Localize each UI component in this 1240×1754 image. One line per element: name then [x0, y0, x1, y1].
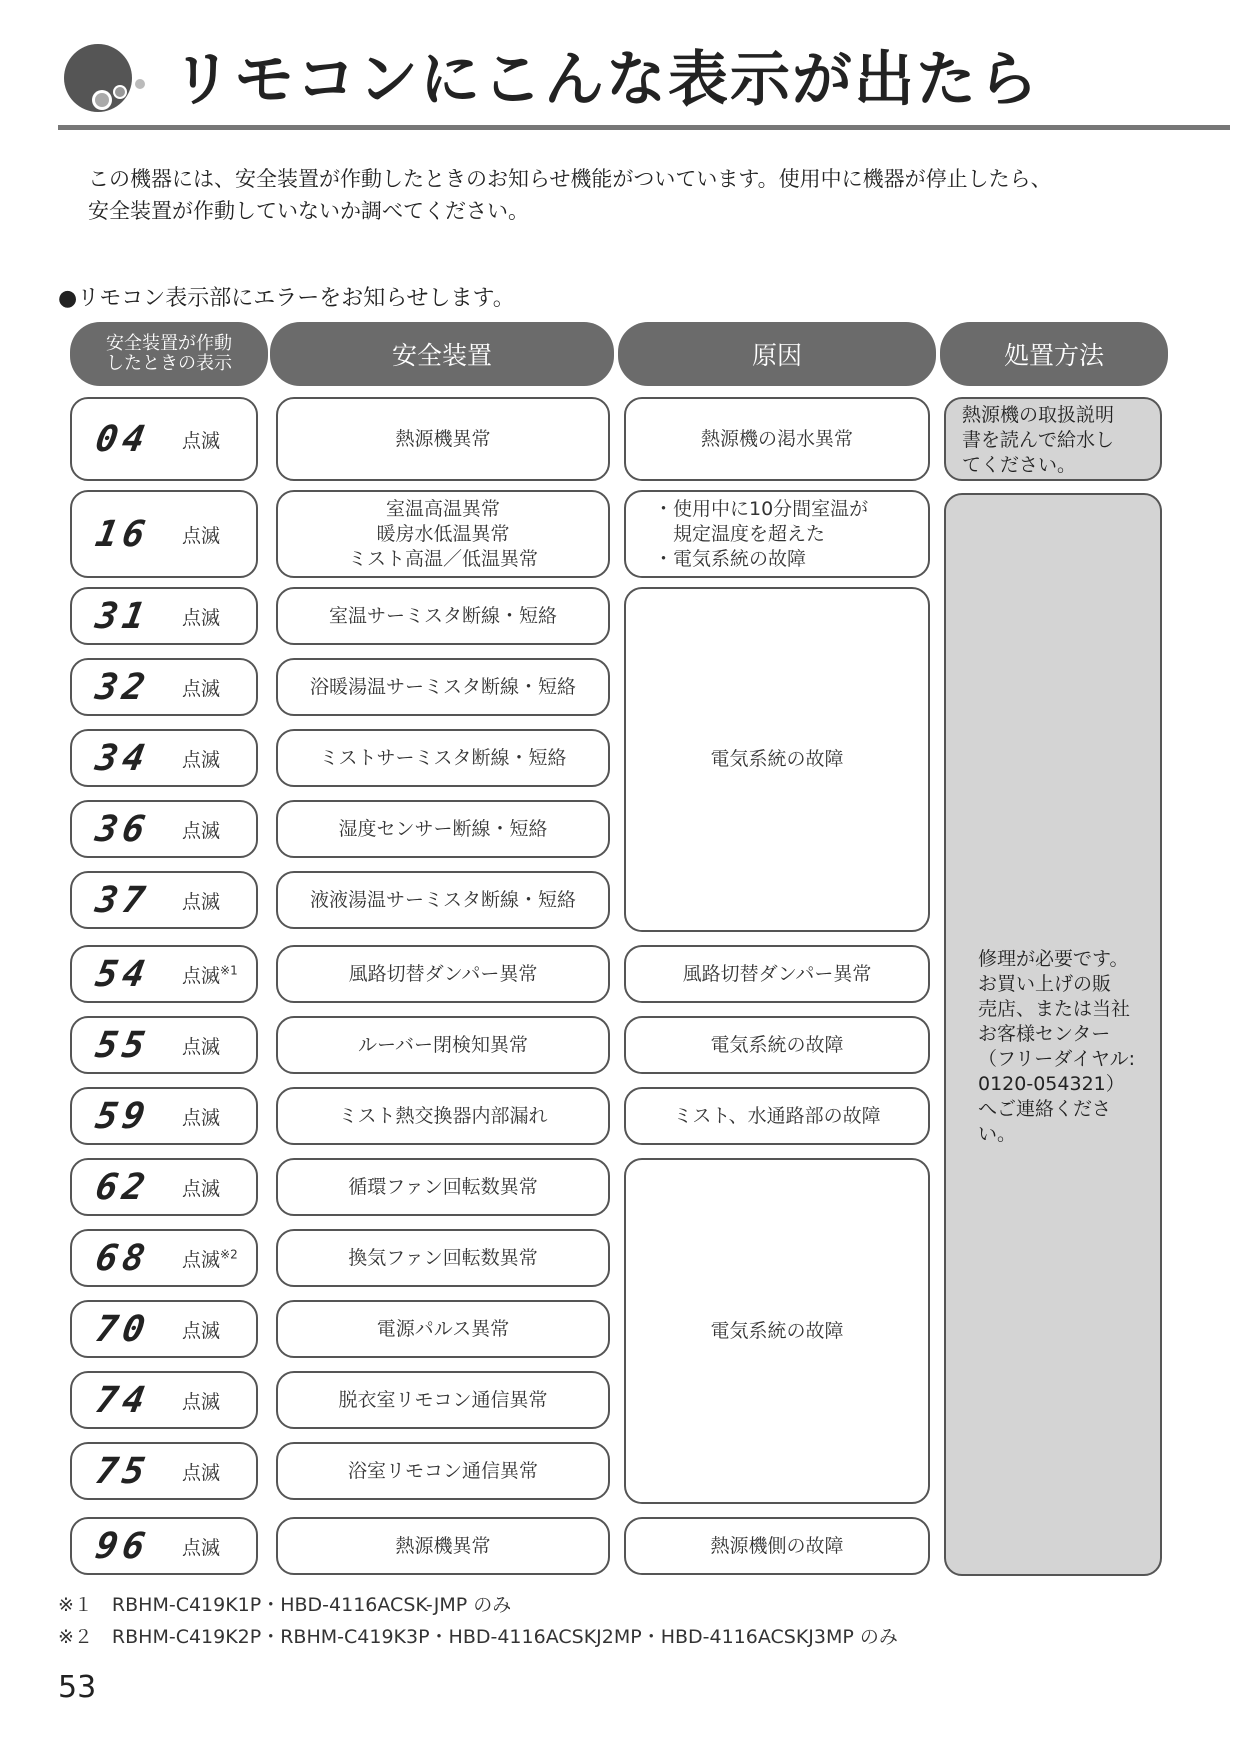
blink-label — [182, 1387, 220, 1414]
header-cause: 原因 — [618, 322, 936, 386]
error-code-cell — [70, 1087, 258, 1145]
blink-text: 点滅 — [182, 1461, 221, 1484]
safety-device-cell — [276, 945, 610, 1003]
safety-device-cell — [276, 800, 610, 858]
error-code-cell — [70, 800, 258, 858]
title-bullet-icon — [58, 40, 150, 120]
safety-device-text: 熱源機異常 — [395, 427, 491, 450]
header-device: 安全装置 — [270, 322, 614, 386]
section-heading: ●リモコン表示部にエラーをお知らせします。 — [58, 286, 515, 311]
safety-device-text: 風路切替ダンパー異常 — [348, 962, 538, 985]
footnote-1: ※１ RBHM-C419K1P・HBD-4116ACSK-JMP のみ — [58, 1594, 512, 1616]
note-mark: ※2 — [220, 1247, 238, 1262]
footnote-2: ※２ RBHM-C419K2P・RBHM-C419K3P・HBD-4116ACSKJ2MP・HBD-4116ACSKJ3MP のみ — [58, 1626, 898, 1648]
safety-device-cell — [276, 1300, 610, 1358]
error-code: 96 — [92, 1525, 153, 1567]
blink-label — [182, 1032, 220, 1059]
blink-label — [182, 674, 220, 701]
blink-label — [182, 1103, 220, 1130]
error-code: 59 — [92, 1095, 153, 1137]
error-code-cell — [70, 397, 258, 481]
error-code-cell — [70, 871, 258, 929]
remedy-cell — [944, 493, 1162, 1576]
title-divider — [58, 125, 1230, 130]
error-code-cell — [70, 1300, 258, 1358]
cause-text: 電気系統の故障 — [710, 1319, 844, 1342]
intro-text — [88, 163, 1188, 227]
safety-device-text: 浴暖湯温サーミスタ断線・短絡 — [309, 675, 576, 698]
blink-text: 点滅 — [182, 1536, 221, 1559]
safety-device-text: 浴室リモコン通信異常 — [347, 1459, 538, 1482]
blink-label — [182, 816, 220, 843]
error-code: 04 — [92, 418, 153, 460]
safety-device-text: 脱衣室リモコン通信異常 — [338, 1388, 548, 1411]
safety-device-text: 循環ファン回転数異常 — [348, 1175, 538, 1198]
header-remedy: 処置方法 — [940, 322, 1168, 386]
error-code: 31 — [92, 595, 153, 637]
blink-label — [182, 521, 220, 548]
cause-cell — [624, 587, 930, 932]
cause-text: 電気系統の故障 — [710, 1033, 844, 1056]
error-code-cell — [70, 1517, 258, 1575]
error-code: 75 — [92, 1450, 153, 1492]
safety-device-text: 液液湯温サーミスタ断線・短絡 — [309, 888, 576, 911]
blink-label — [182, 1316, 220, 1343]
safety-device-cell — [276, 397, 610, 481]
intro-line-2: 安全装置が作動していないか調べてください。 — [88, 199, 529, 223]
cause-text: ミスト、水通路部の故障 — [673, 1104, 881, 1127]
cause-text: 風路切替ダンパー異常 — [682, 962, 872, 985]
cause-cell — [624, 1016, 930, 1074]
blink-text: 点滅 — [182, 1035, 221, 1058]
safety-device-cell — [276, 587, 610, 645]
safety-device-cell — [276, 729, 610, 787]
error-code: 34 — [92, 737, 153, 779]
remedy-text: 修理が必要です。 お買い上げの販 売店、または当社 お客様センター （フリーダイヤル: 0120-054321） へご連絡くださ い。 — [978, 948, 1136, 1145]
cause-cell — [624, 1158, 930, 1504]
blink-text: 点滅 — [182, 524, 221, 547]
blink-text: 点滅 — [182, 429, 221, 452]
cause-cell — [624, 945, 930, 1003]
blink-label — [182, 603, 220, 630]
safety-device-cell — [276, 1442, 610, 1500]
note-mark: ※1 — [220, 963, 238, 978]
error-code-cell — [70, 729, 258, 787]
error-code-cell — [70, 658, 258, 716]
blink-text: 点滅 — [182, 819, 221, 842]
blink-text: 点滅 — [182, 1319, 221, 1342]
blink-text: 点滅 — [182, 677, 221, 700]
safety-device-text: 熱源機異常 — [395, 1534, 491, 1557]
error-code-cell — [70, 1229, 258, 1287]
safety-device-text: 室温サーミスタ断線・短絡 — [328, 604, 557, 627]
cause-cell — [624, 1087, 930, 1145]
header-display — [70, 322, 268, 386]
remedy-cell — [944, 397, 1162, 481]
error-code-cell — [70, 945, 258, 1003]
blink-label — [182, 426, 220, 453]
cause-text: 熱源機側の故障 — [710, 1534, 844, 1557]
header-display-label: 安全装置が作動 したときの表示 — [106, 333, 232, 374]
cause-text: 電気系統の故障 — [710, 748, 844, 770]
blink-label — [182, 1458, 220, 1485]
error-code: 62 — [92, 1166, 153, 1208]
blink-text: 点滅 — [182, 748, 221, 771]
error-code-cell — [70, 1371, 258, 1429]
blink-label — [182, 1533, 220, 1560]
safety-device-text: 室温高温異常 暖房水低温異常 ミスト高温／低温異常 — [347, 497, 538, 570]
safety-device-text: ミストサーミスタ断線・短絡 — [319, 746, 567, 769]
safety-device-text: 電源パルス異常 — [376, 1317, 510, 1340]
error-code-cell — [70, 1158, 258, 1216]
blink-text: 点滅 — [182, 606, 221, 629]
cause-cell — [624, 397, 930, 481]
cause-cell — [624, 1517, 930, 1575]
cause-text: 熱源機の渇水異常 — [700, 427, 853, 450]
error-code: 54 — [92, 953, 153, 995]
blink-text: 点滅 — [182, 1390, 221, 1413]
blink-label — [182, 1245, 238, 1272]
safety-device-cell — [276, 1229, 610, 1287]
safety-device-text: 換気ファン回転数異常 — [348, 1246, 538, 1269]
blink-label — [182, 745, 220, 772]
page-number: 53 — [58, 1670, 97, 1705]
safety-device-cell — [276, 1371, 610, 1429]
blink-label — [182, 961, 238, 988]
safety-device-text: 湿度センサー断線・短絡 — [338, 817, 548, 840]
safety-device-cell — [276, 1158, 610, 1216]
error-code-cell — [70, 587, 258, 645]
error-code-cell — [70, 1016, 258, 1074]
blink-text: 点滅 — [182, 1248, 221, 1271]
error-code-cell — [70, 1442, 258, 1500]
blink-label — [182, 1174, 220, 1201]
cause-text: ・使用中に10分間室温が 規定温度を超えた ・電気系統の故障 — [654, 497, 869, 570]
safety-device-cell — [276, 658, 610, 716]
safety-device-cell — [276, 490, 610, 578]
intro-line-1: この機器には、安全装置が作動したときのお知らせ機能がついています。使用中に機器が停止したら、 — [88, 167, 1052, 191]
blink-text: 点滅 — [182, 1177, 221, 1200]
blink-text: 点滅 — [182, 890, 221, 913]
error-code: 36 — [92, 808, 153, 850]
error-code: 55 — [92, 1024, 153, 1066]
error-code-cell — [70, 490, 258, 578]
blink-text: 点滅 — [182, 964, 221, 987]
error-code: 16 — [92, 513, 153, 555]
remedy-text: 熱源機の取扱説明 書を読んで給水し てください。 — [962, 404, 1115, 476]
error-code: 68 — [92, 1237, 153, 1279]
error-code: 37 — [92, 879, 153, 921]
page-title: リモコンにこんな表示が出たら — [172, 45, 1040, 115]
blink-text: 点滅 — [182, 1106, 221, 1129]
error-code: 32 — [92, 666, 153, 708]
safety-device-cell — [276, 871, 610, 929]
safety-device-cell — [276, 1517, 610, 1575]
error-code: 70 — [92, 1308, 153, 1350]
safety-device-cell — [276, 1016, 610, 1074]
safety-device-cell — [276, 1087, 610, 1145]
cause-cell — [624, 490, 930, 578]
safety-device-text: ミスト熱交換器内部漏れ — [338, 1104, 548, 1127]
blink-label — [182, 887, 220, 914]
error-code: 74 — [92, 1379, 153, 1421]
safety-device-text: ルーバー閉検知異常 — [357, 1033, 529, 1056]
